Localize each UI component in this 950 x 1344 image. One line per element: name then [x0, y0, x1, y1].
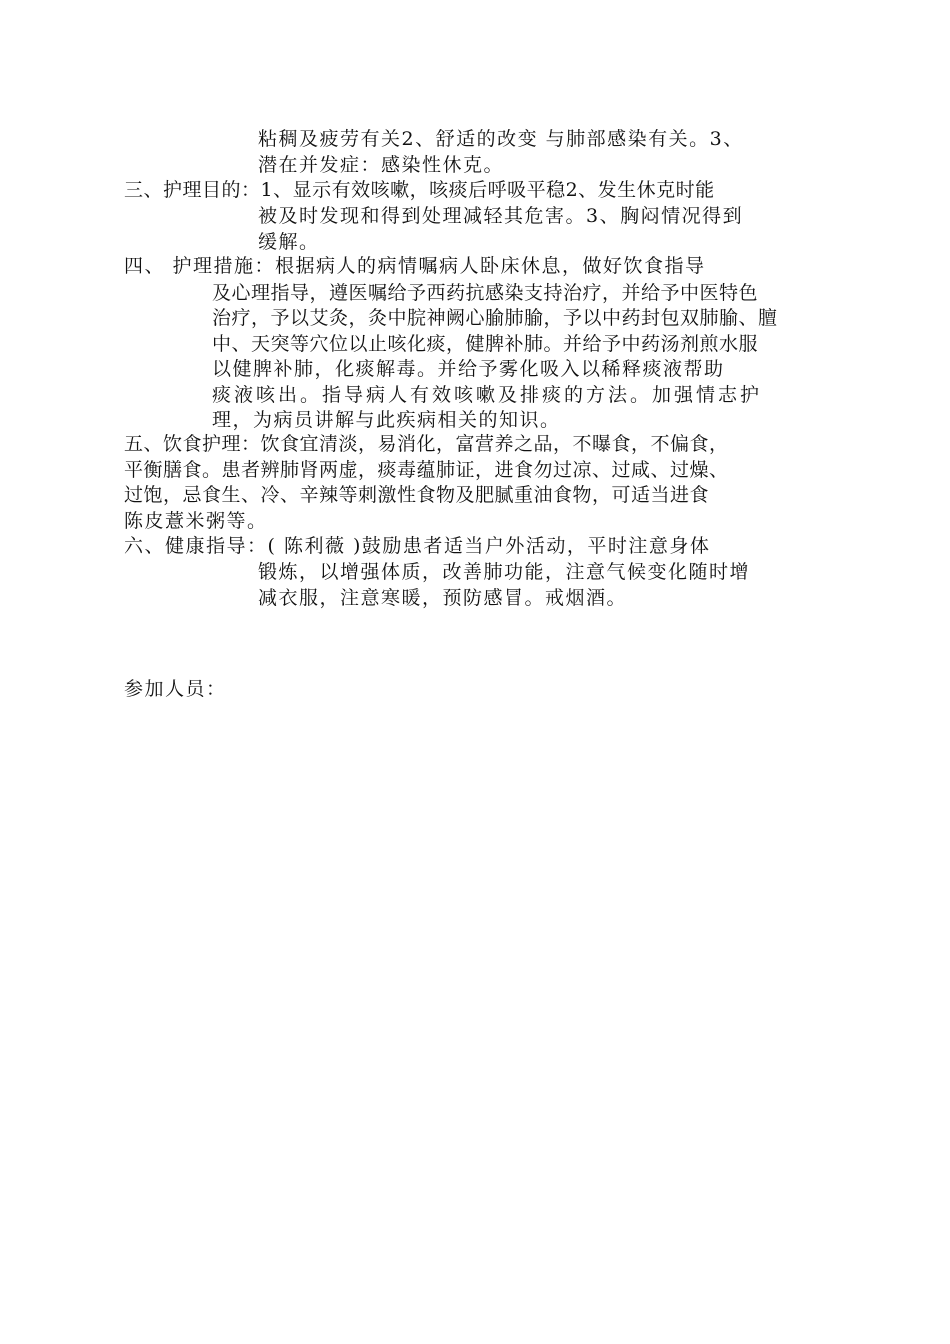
- text-line-8: 治疗，予以艾灸，灸中脘神阙心腧肺腧，予以中药封包双肺腧、膻: [212, 307, 778, 329]
- section-6-heading-line: 六、健康指导：( 陈利薇 )鼓励患者适当户外活动，平时注意身体: [124, 535, 711, 557]
- text-line-2: 潜在并发症：感染性休克。: [258, 154, 505, 176]
- text-line-10: 以健脾补肺，化痰解毒。并给予雾化吸入以稀释痰液帮助: [212, 358, 725, 380]
- text-line-18: 锻炼，以增强体质，改善肺功能，注意气候变化随时增: [258, 561, 751, 583]
- section-4-heading-line: 四、 护理措施：根据病人的病情嘱病人卧床休息，做好饮食指导: [124, 255, 706, 277]
- text-line-15: 过饱，忌食生、冷、辛辣等刺激性食物及肥腻重油食物，可适当进食: [124, 484, 710, 506]
- text-line-7: 及心理指导，遵医嘱给予西药抗感染支持治疗，并给予中医特色: [212, 282, 759, 304]
- text-line-19: 减衣服，注意寒暖，预防感冒。戒烟酒。: [258, 587, 628, 609]
- text-line-4: 被及时发现和得到处理减轻其危害。3、胸闷情况得到: [258, 205, 744, 227]
- text-line-1: 粘稠及疲劳有关2、舒适的改变 与肺部感染有关。3、: [258, 128, 744, 150]
- text-line-16: 陈皮薏米粥等。: [124, 510, 268, 532]
- text-line-5: 缓解。: [258, 231, 320, 253]
- participants-label: 参加人员：: [124, 678, 227, 700]
- text-line-12: 理，为病员讲解与此疾病相关的知识。: [212, 409, 561, 431]
- section-5-heading-line: 五、饮食护理：饮食宜清淡，易消化，富营养之品，不曝食，不偏食，: [124, 433, 729, 455]
- text-line-9: 中、天突等穴位以止咳化痰，健脾补肺。并给予中药汤剂煎水服: [212, 333, 759, 355]
- text-line-11: 痰液咳出。指导病人有效咳嗽及排痰的方法。加强情志护: [212, 384, 763, 406]
- text-line-14: 平衡膳食。患者辨肺肾两虚，痰毒蕴肺证，进食勿过凉、过咸、过燥、: [124, 459, 729, 481]
- section-3-heading-line: 三、护理目的：1、显示有效咳嗽，咳痰后呼吸平稳2、发生休克时能: [124, 179, 715, 201]
